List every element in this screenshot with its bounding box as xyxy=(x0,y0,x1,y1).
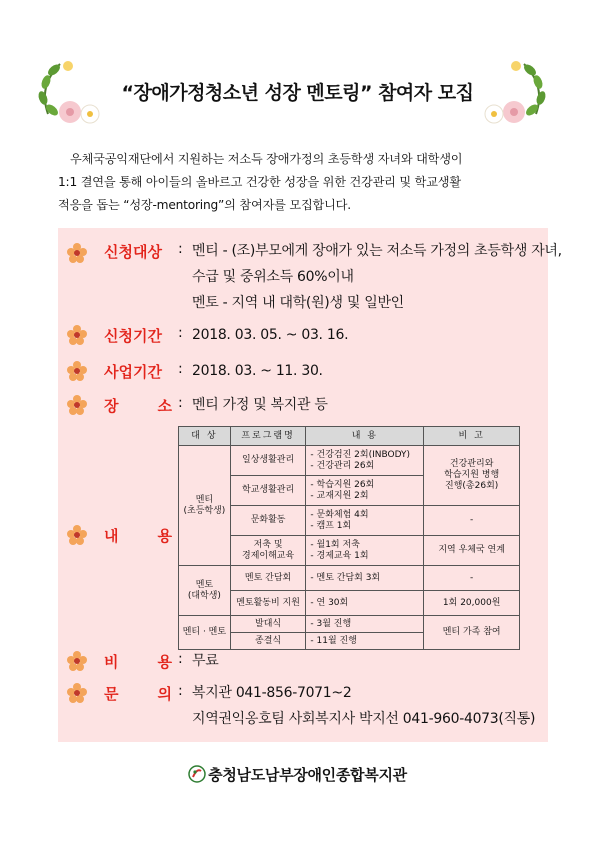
label-cost xyxy=(104,651,172,672)
cell-program xyxy=(230,536,306,566)
cell-mentor xyxy=(179,566,231,616)
header-program: 프로그램명 xyxy=(230,427,306,446)
label-target: 신청대상 xyxy=(104,243,162,261)
intro-line: 적응을 돕는 “성장-mentoring”의 참여자를 모집합니다. xyxy=(58,198,351,212)
colon: : xyxy=(178,651,183,667)
program-table xyxy=(178,426,520,650)
cell-content xyxy=(306,446,424,476)
label-char: 의 xyxy=(157,685,172,703)
label-char: 내 xyxy=(104,527,119,545)
table-row xyxy=(179,446,520,476)
program-line: 저축 및 xyxy=(253,539,283,550)
cell-note: - xyxy=(424,506,520,536)
colon: : xyxy=(178,361,183,377)
cell-content: - 멘토 간담회 3회 xyxy=(306,566,424,591)
target-line: 멘토 - 지역 내 대학(원)생 및 일반인 xyxy=(192,295,404,311)
cell-content: - 11월 진행 xyxy=(306,633,424,650)
label-char: 소 xyxy=(157,397,172,415)
value-apply-period: 2018. 03. 05. ~ 03. 16. xyxy=(192,327,349,343)
flower-bullet-icon xyxy=(66,360,88,382)
value-contact-2 xyxy=(192,706,535,732)
cell-program: 발대식 xyxy=(230,616,306,633)
cell-program: 멘토활동비 지원 xyxy=(230,591,306,616)
colon: : xyxy=(178,395,183,411)
colon: : xyxy=(178,241,183,257)
content-line: - 건강관리 26회 xyxy=(310,460,375,471)
value-target xyxy=(192,238,562,316)
flower-bullet-icon xyxy=(66,650,88,672)
flower-bullet-icon xyxy=(66,682,88,704)
table-row xyxy=(179,506,520,536)
cell-note: 1회 20,000원 xyxy=(424,591,520,616)
note-line: 학습지원 병행 xyxy=(444,470,500,480)
cell-content: - 3월 진행 xyxy=(306,616,424,633)
cell-program: 멘토 간담회 xyxy=(230,566,306,591)
label-char: 용 xyxy=(157,527,172,545)
flower-bullet-icon xyxy=(66,324,88,346)
mentee-label: 멘티 xyxy=(195,494,214,505)
label-contact xyxy=(104,683,172,704)
cell-note xyxy=(424,446,520,506)
mentor-sublabel: (대학생) xyxy=(187,590,221,601)
note-line: 건강관리와 xyxy=(449,459,494,469)
value-project-period: 2018. 03. ~ 11. 30. xyxy=(192,363,323,379)
table-row xyxy=(179,591,520,616)
label-place xyxy=(104,395,172,416)
organization-name: 충청남도남부장애인종합복지관 xyxy=(208,766,407,784)
cell-both: 멘티 · 멘토 xyxy=(179,616,231,650)
cell-content xyxy=(306,536,424,566)
target-line: 수급 및 중위소득 60%이내 xyxy=(192,269,354,285)
table-row xyxy=(179,536,520,566)
label-char: 비 xyxy=(104,653,119,671)
table-row xyxy=(179,616,520,633)
cell-program: 학교생활관리 xyxy=(230,476,306,506)
value-cost: 무료 xyxy=(192,653,219,669)
mentee-sublabel: (초등학생) xyxy=(183,505,226,516)
label-char: 문 xyxy=(104,685,119,703)
colon: : xyxy=(178,683,183,699)
label-project-period: 사업기간 xyxy=(104,363,162,381)
content-line: - 학습지원 26회 xyxy=(310,479,375,490)
content-line: - 월1회 저축 xyxy=(310,539,360,550)
mentor-label: 멘토 xyxy=(195,579,214,590)
info-panel xyxy=(58,228,562,742)
cell-content: - 연 30회 xyxy=(306,591,424,616)
content-line: - 교재지원 2회 xyxy=(310,490,369,501)
cell-content xyxy=(306,506,424,536)
cell-note: 멘티 가족 참여 xyxy=(424,616,520,650)
cell-program: 문화활동 xyxy=(230,506,306,536)
label-content xyxy=(104,525,172,546)
contact-line: 지역권익옹호팀 사회복지사 박지선 041-960-4073(직통) xyxy=(192,711,536,727)
footer-organization xyxy=(0,764,595,785)
cell-content xyxy=(306,476,424,506)
organization-logo-icon xyxy=(188,765,206,783)
value-contact xyxy=(192,680,351,706)
cell-note: - xyxy=(424,566,520,591)
table-row xyxy=(179,566,520,591)
contact-line: 복지관 041-856-7071~2 xyxy=(192,685,352,701)
target-line: 멘티 - (조)부모에게 장애가 있는 저소득 가정의 초등학생 자녀, xyxy=(192,243,562,259)
label-apply-period: 신청기간 xyxy=(104,327,162,345)
note-line: 진행(총26회) xyxy=(445,481,499,491)
flower-bullet-icon xyxy=(66,242,88,264)
content-line: - 건강검진 2회(INBODY) xyxy=(310,449,411,460)
colon: : xyxy=(178,325,183,341)
content-line: - 경제교육 1회 xyxy=(310,550,369,561)
flower-bullet-icon xyxy=(66,524,88,546)
content-line: - 문화체험 4회 xyxy=(310,509,369,520)
cell-mentee xyxy=(179,446,231,566)
header-target: 대 상 xyxy=(179,427,231,446)
flower-bullet-icon xyxy=(66,394,88,416)
header-content: 내 용 xyxy=(306,427,424,446)
cell-program: 종결식 xyxy=(230,633,306,650)
label-char: 장 xyxy=(104,397,119,415)
intro-line: 1:1 결연을 통해 아이들의 올바르고 건강한 성장을 위한 건강관리 및 학교생활 xyxy=(58,175,461,189)
intro-paragraph xyxy=(58,148,543,217)
content-line: - 캠프 1회 xyxy=(310,520,352,531)
table-header-row xyxy=(179,427,520,446)
program-line: 경제이해교육 xyxy=(242,550,295,561)
header-note: 비 고 xyxy=(424,427,520,446)
cell-program: 일상생활관리 xyxy=(230,446,306,476)
page-title: “장애가정청소년 성장 멘토링” 참여자 모집 xyxy=(121,82,474,104)
label-char: 용 xyxy=(157,653,172,671)
value-place: 멘티 가정 및 복지관 등 xyxy=(192,397,328,413)
cell-note: 지역 우체국 연계 xyxy=(424,536,520,566)
intro-line: 우체국공익재단에서 지원하는 저소득 장애가정의 초등학생 자녀와 대학생이 xyxy=(70,152,463,166)
